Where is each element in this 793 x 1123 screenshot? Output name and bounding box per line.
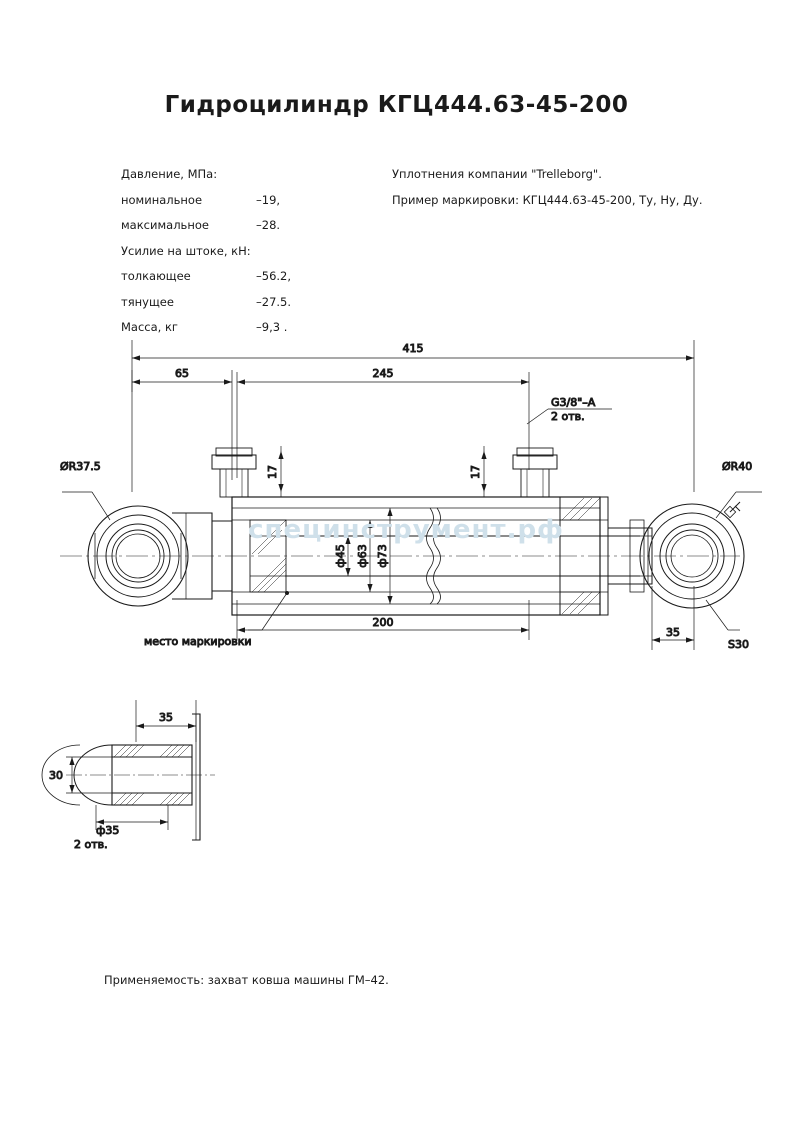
spec-value: –28. bbox=[256, 218, 281, 232]
spec-key: толкающее bbox=[121, 269, 191, 283]
marking-note-leader bbox=[248, 591, 289, 630]
port-qty-label: 2 отв. bbox=[551, 410, 585, 423]
dim-17-right-label: 17 bbox=[469, 465, 482, 479]
spec-value: –19, bbox=[256, 192, 281, 207]
dim-rod45-label: ф45 bbox=[334, 544, 347, 568]
dim-bore73-label: ф73 bbox=[376, 544, 389, 568]
spec-key: максимальное bbox=[121, 218, 209, 232]
spec-key: номинальное bbox=[121, 192, 203, 207]
spec-value: –27.5. bbox=[256, 294, 292, 309]
page-title: Гидроцилиндр КГЦ444.63-45-200 bbox=[164, 92, 629, 118]
port-boss-left bbox=[212, 448, 256, 497]
detail-dim-30-label: 30 bbox=[49, 769, 63, 782]
seal-note: Уплотнения компании "Trelleborg". bbox=[392, 167, 602, 181]
spec-key: Масса, кг bbox=[121, 320, 178, 334]
detail-view bbox=[42, 714, 215, 840]
dim-17-left-label: 17 bbox=[266, 465, 279, 479]
applicability-note: Применяемость: захват ковша машины ГМ–42. bbox=[104, 973, 389, 987]
marking-note-label: место маркировки bbox=[144, 635, 252, 648]
dim-65 bbox=[132, 370, 232, 480]
right-eye-label: ØR40 bbox=[722, 460, 753, 473]
detail-dim-qty-label: 2 отв. bbox=[74, 838, 108, 851]
detail-dim-35-label: 35 bbox=[159, 711, 173, 724]
dim-245-label: 245 bbox=[372, 367, 394, 380]
right-eye-assembly bbox=[640, 502, 744, 608]
port-thread-label: G3/8"–A bbox=[551, 396, 596, 409]
detail-dim-d35-label: ф35 bbox=[96, 824, 120, 837]
spec-value: –9,3 . bbox=[256, 320, 288, 334]
spec-key: тянущее bbox=[121, 294, 174, 309]
marking-example: Пример маркировки: КГЦ444.63-45-200, Ту, Ну, Ду. bbox=[392, 192, 703, 207]
port-boss-right bbox=[513, 448, 557, 497]
dim-200-label: 200 bbox=[372, 616, 394, 629]
dim-bore63-label: ф63 bbox=[356, 544, 369, 568]
dim-35-right-label: 35 bbox=[666, 626, 680, 639]
spec-value: –56.2, bbox=[256, 269, 292, 283]
spec-key: Усилие на штоке, кН: bbox=[121, 243, 251, 258]
dim-total-label: 415 bbox=[402, 342, 424, 355]
dim-17-left bbox=[278, 446, 283, 497]
spec-key: Давление, МПа: bbox=[121, 167, 218, 181]
left-eye-callout-leader bbox=[62, 492, 110, 520]
left-eye-label: ØR37.5 bbox=[60, 460, 101, 473]
thread-s30-label: S30 bbox=[728, 638, 749, 651]
dim-65-label: 65 bbox=[175, 367, 189, 380]
watermark: специнструмент.рф bbox=[248, 515, 564, 545]
dim-17-right bbox=[481, 446, 486, 497]
